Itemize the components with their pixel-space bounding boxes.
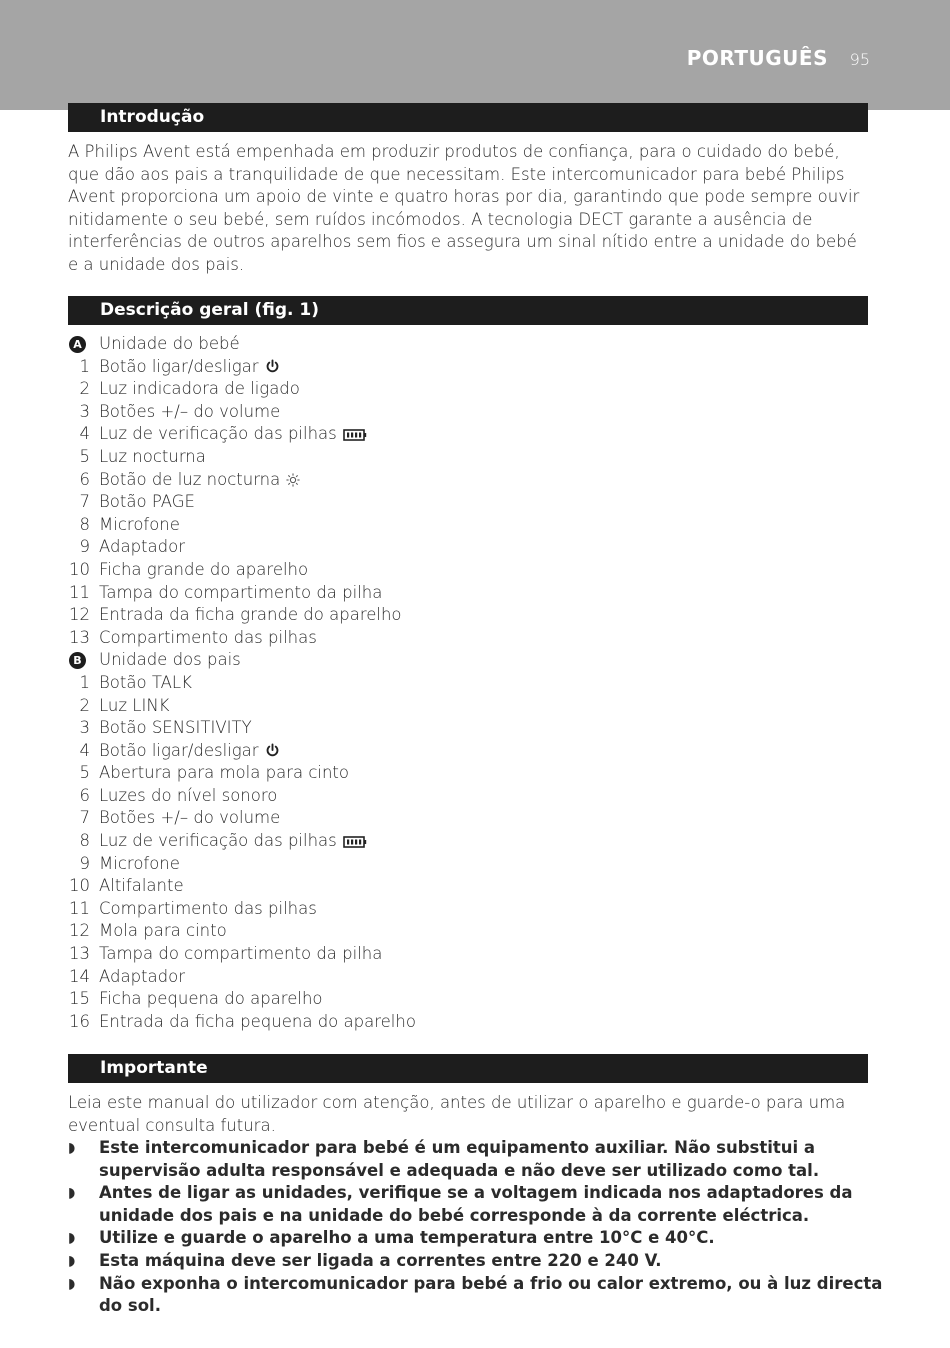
- item-number: 9: [79, 537, 90, 557]
- list-item: [68, 898, 868, 921]
- item-text: Botão SENSITIVITY: [99, 718, 252, 738]
- item-number: 6: [79, 469, 90, 489]
- battery-icon: [343, 832, 367, 855]
- item-text: Botão TALK: [99, 672, 192, 692]
- bullet-text: Utilize e guarde o aparelho a uma temperatura entre 10°C e 40°C.: [99, 1228, 715, 1248]
- item-number: 7: [79, 808, 90, 828]
- overview-list: [68, 333, 868, 1033]
- list-item: [68, 988, 868, 1011]
- item-number: 14: [69, 966, 90, 986]
- item-text: Ficha grande do aparelho: [99, 559, 309, 579]
- item-text: Compartimento das pilhas: [99, 627, 317, 647]
- item-number: 12: [69, 605, 90, 625]
- list-item: [68, 672, 868, 695]
- list-item: [68, 740, 868, 763]
- bullet-mark-icon: ◗: [68, 1230, 76, 1247]
- item-text: Compartimento das pilhas: [99, 898, 317, 918]
- item-number: 3: [79, 401, 90, 421]
- item-number: 8: [79, 831, 90, 851]
- bullet-item: [68, 1227, 888, 1250]
- list-item: [68, 356, 868, 379]
- item-text: Luz de verificação das pilhas: [99, 831, 337, 851]
- item-text: Botão de luz nocturna: [99, 469, 281, 489]
- unit-badge-a: A: [69, 336, 86, 353]
- list-item: [68, 604, 868, 627]
- header-language: PORTUGUÊS: [686, 46, 828, 70]
- bullet-mark-icon: ◗: [68, 1185, 76, 1202]
- item-number: 2: [79, 695, 90, 715]
- item-number: 7: [79, 492, 90, 512]
- list-item: [68, 853, 868, 876]
- list-item: [68, 920, 868, 943]
- sun-icon: [286, 471, 300, 494]
- item-number: 13: [69, 627, 90, 647]
- item-number: 3: [79, 718, 90, 738]
- list-item: [68, 446, 868, 469]
- unit-badge-b: B: [69, 652, 86, 669]
- item-text: Altifalante: [99, 876, 184, 896]
- item-number: 12: [69, 921, 90, 941]
- power-icon: [265, 358, 280, 381]
- item-text: Tampa do compartimento da pilha: [99, 944, 383, 964]
- item-text: Botões +/– do volume: [99, 401, 281, 421]
- item-number: 11: [69, 898, 90, 918]
- bullet-mark-icon: ◗: [68, 1140, 76, 1156]
- item-text: Tampa do compartimento da pilha: [99, 582, 383, 602]
- item-text: Microfone: [99, 514, 180, 534]
- item-text: Luz LINK: [99, 695, 170, 715]
- item-text: Abertura para mola para cinto: [99, 763, 349, 783]
- item-number: 2: [79, 379, 90, 399]
- bullet-text: Antes de ligar as unidades, verifique se a voltagem indicada nos adaptadores da unidade dos pais e na unidade do bebé corresponde à da corrente eléctrica.: [99, 1183, 853, 1225]
- list-item: [68, 559, 868, 582]
- item-text: Botão ligar/desligar: [99, 740, 259, 760]
- list-item: [68, 762, 868, 785]
- list-item: [68, 401, 868, 424]
- item-text: Adaptador: [99, 966, 185, 986]
- unit-heading: [68, 333, 868, 356]
- item-number: 4: [79, 424, 90, 444]
- bullet-item: [68, 1250, 888, 1273]
- item-text: Ficha pequena do aparelho: [99, 989, 323, 1009]
- item-number: 16: [69, 1011, 90, 1031]
- list-item: [68, 717, 868, 740]
- bullet-mark-icon: ◗: [68, 1252, 76, 1269]
- item-text: Microfone: [99, 853, 180, 873]
- list-item: [68, 1011, 868, 1034]
- item-number: 15: [69, 989, 90, 1009]
- list-item: [68, 491, 868, 514]
- list-item: [68, 536, 868, 559]
- item-number: 10: [69, 559, 90, 579]
- item-text: Luz nocturna: [99, 446, 206, 466]
- list-item: [68, 378, 868, 401]
- unit-label: Unidade dos pais: [99, 650, 241, 670]
- important-paragraph: Leia este manual do utilizador com atenção, antes de utilizar o aparelho e guarde-o para uma eventual consulta futura.: [68, 1093, 846, 1135]
- list-item: [68, 943, 868, 966]
- list-item: [68, 627, 868, 650]
- battery-icon: [343, 425, 367, 448]
- important-bullet-list: [68, 1137, 888, 1318]
- bullet-text: Esta máquina deve ser ligada a correntes entre 220 e 240 V.: [99, 1250, 662, 1270]
- bullet-mark-icon: ◗: [68, 1275, 76, 1292]
- list-item: [68, 966, 868, 989]
- bullet-text: Não exponha o intercomunicador para bebé a frio ou calor extremo, ou à luz directa do sol.: [99, 1273, 883, 1316]
- item-text: Luzes do nível sonoro: [99, 785, 278, 805]
- item-text: Luz de verificação das pilhas: [99, 424, 337, 444]
- item-text: Mola para cinto: [99, 921, 227, 941]
- list-item: [68, 423, 868, 446]
- item-number: 10: [69, 876, 90, 896]
- list-item: [68, 582, 868, 605]
- page-number: 95: [849, 50, 870, 69]
- item-text: Luz indicadora de ligado: [99, 379, 300, 399]
- page-header-band: [0, 0, 950, 110]
- item-text: Botão PAGE: [99, 492, 195, 512]
- section-heading-intro: Introdução: [68, 103, 868, 132]
- item-text: Botão ligar/desligar: [99, 356, 259, 376]
- item-number: 1: [79, 356, 90, 376]
- item-text: Adaptador: [99, 537, 185, 557]
- item-number: 13: [69, 944, 90, 964]
- item-number: 11: [69, 582, 90, 602]
- list-item: [68, 830, 868, 853]
- bullet-item: [68, 1137, 888, 1182]
- power-icon: [265, 742, 280, 765]
- section-heading-important: Importante: [68, 1054, 868, 1083]
- item-text: Entrada da ficha grande do aparelho: [99, 605, 402, 625]
- item-number: 8: [79, 514, 90, 534]
- list-item: [68, 807, 868, 830]
- item-number: 9: [79, 853, 90, 873]
- bullet-text: Este intercomunicador para bebé é um equipamento auxiliar. Não substitui a supervisão adulta responsável e adequada e não deve ser utilizado como tal.: [99, 1138, 820, 1180]
- list-item: [68, 875, 868, 898]
- unit-label: Unidade do bebé: [99, 334, 240, 353]
- bullet-item: [68, 1182, 888, 1227]
- item-number: 6: [79, 785, 90, 805]
- list-item: [68, 785, 868, 808]
- list-item: [68, 514, 868, 537]
- item-number: 5: [79, 763, 90, 783]
- item-text: Entrada da ficha pequena do aparelho: [99, 1011, 416, 1031]
- item-number: 4: [79, 740, 90, 760]
- intro-paragraph: A Philips Avent está empenhada em produzir produtos de confiança, para o cuidado do bebé, que dão aos pais a tranquilidade de que necessitam. Este intercomunicador para bebé Philips Avent proporciona um apoio de vinte e quatro horas por dia, garantindo que pode sempre ouvir nitidamente o seu bebé, sem ruídos incómodos. A tecnologia DECT garante a ausência de interferências de outros aparelhos sem fios e assegura um sinal nítido entre a unidade do bebé e a unidade dos pais.: [68, 142, 860, 274]
- section-heading-overview: Descrição geral (fig. 1): [68, 296, 868, 325]
- item-number: 1: [79, 672, 90, 692]
- bullet-item: [68, 1273, 888, 1318]
- unit-heading: [68, 649, 868, 672]
- item-text: Botões +/– do volume: [99, 808, 281, 828]
- list-item: [68, 469, 868, 492]
- item-number: 5: [79, 446, 90, 466]
- list-item: [68, 695, 868, 718]
